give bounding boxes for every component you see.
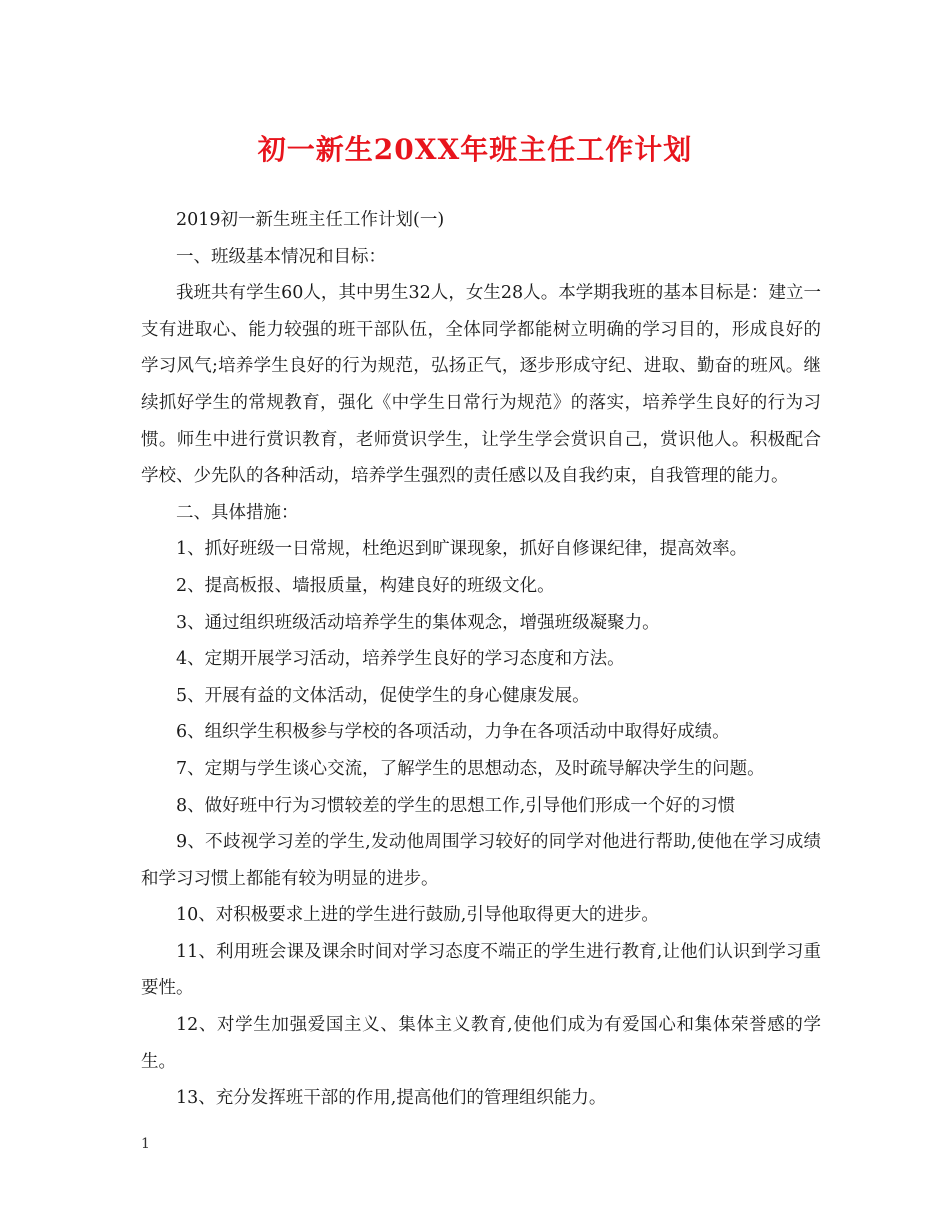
measure-item-3: 3、通过组织班级活动培养学生的集体观念，增强班级凝聚力。 [176,612,660,633]
measure-item-11: 11、利用班会课及课余时间对学习态度不端正的学生进行教育,让他们认识到学习重要性。 [141,941,821,999]
measure-item-10: 10、对积极要求上进的学生进行鼓励,引导他取得更大的进步。 [176,905,659,926]
measure-item-4: 4、定期开展学习活动，培养学生良好的学习态度和方法。 [176,649,625,670]
page-number: 1 [141,1136,150,1152]
measure-item-5: 5、开展有益的文体活动，促使学生的身心健康发展。 [176,685,590,706]
section-heading-measures: 二、具体措施： [176,502,299,523]
measure-item-7: 7、定期与学生谈心交流，了解学生的思想动态，及时疏导解决学生的问题。 [176,758,765,779]
page-title: 初一新生20XX年班主任工作计划 [257,133,693,166]
measure-item-1: 1、抓好班级一日常规，杜绝迟到旷课现象，抓好自修课纪律，提高效率。 [176,539,748,560]
measure-item-9: 9、不歧视学习差的学生,发动他周围学习较好的同学对他进行帮助,使他在学习成绩和学习习惯上都能有较为明显的进步。 [141,832,821,889]
measure-item-2: 2、提高板报、墙报质量，构建良好的班级文化。 [176,575,555,596]
body-paragraph-goals: 我班共有学生60人，其中男生32人，女生28人。本学期我班的基本目标是：建立一支有进取心、能力较强的班干部队伍，全体同学都能树立明确的学习目的，形成良好的学习风气;培养学生良好的行为规范，弘扬正气，逐步形成守纪、进取、勤奋的班风。继续抓好学生的常规教育，强化《中学生日常行为规范》的落实，培养学生良好的行为习惯。师生中进行赏识教育，老师赏识学生，让学生学会赏识自己，赏识他人。积极配合学校、少先队的各种活动，培养学生强烈的责任感以及自我约束，自我管理的能力。 [141,283,821,487]
document-body [141,202,821,1117]
measure-item-6: 6、组织学生积极参与学校的各项活动，力争在各项活动中取得好成绩。 [176,722,730,743]
section-heading-basic-info: 一、班级基本情况和目标： [176,246,386,267]
measure-item-12: 12、对学生加强爱国主义、集体主义教育,使他们成为有爱国心和集体荣誉感的学生。 [141,1015,821,1072]
measure-item-8: 8、做好班中行为习惯较差的学生的思想工作,引导他们形成一个好的习惯 [176,795,736,816]
measure-item-13: 13、充分发挥班干部的作用,提高他们的管理组织能力。 [176,1088,607,1109]
subtitle-paragraph: 2019初一新生班主任工作计划(一) [176,210,445,230]
